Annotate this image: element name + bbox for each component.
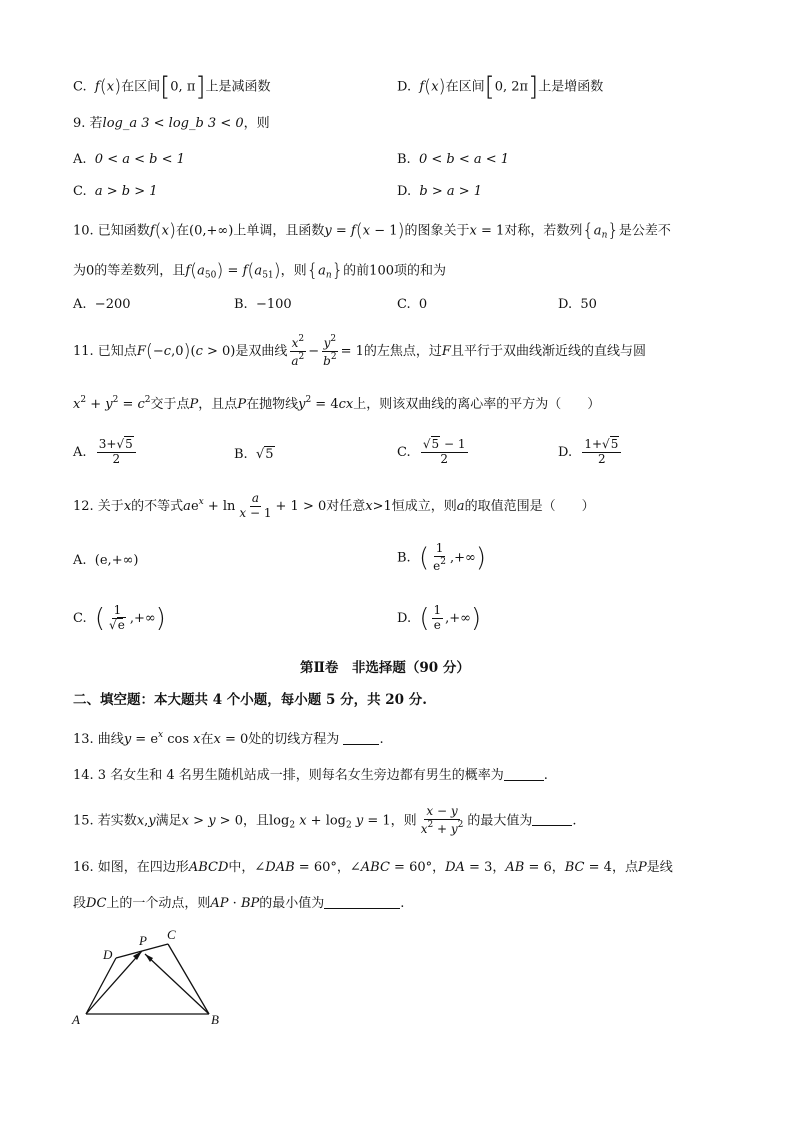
q14: 14. 3 名女生和 4 名男生随机站成一排，则每名女生旁边都有男生的概率为 . (73, 768, 548, 783)
q10-option-b: B. −100 (234, 297, 292, 312)
q8-option-d: D. f(x)在区间[0, 2π]上是增函数 (397, 72, 604, 102)
vertex-c-label: C (167, 927, 176, 942)
q10-option-c: C. 0 (397, 297, 428, 312)
q9-option-b: B. 0 < b < a < 1 (397, 152, 510, 167)
q12-option-b: B. ( $\frac{1}{e^2}$ ,+∞) (397, 541, 486, 573)
q9-option-d: D. b > a > 1 (397, 184, 483, 199)
q16-line1: 16. 如图，在四边形ABCD中，∠DAB = 60°，∠ABC = 60°，DA = 3，AB = 6，BC = 4，点P是线 (73, 860, 673, 875)
q12-option-c: C. ( $\frac{1}{√e}$ ,+∞) (73, 603, 166, 634)
vertex-b-label: B (211, 1012, 219, 1027)
q10-option-a: A. −200 (73, 297, 131, 312)
q9-stem: 9. 若log_a 3 < log_b 3 < 0，则 (73, 116, 270, 131)
q12-option-d: D. ( $\frac{1}{e}$ ,+∞) (397, 603, 482, 634)
q12-option-a: A. (e,+∞) (73, 553, 139, 568)
quadrilateral-figure (70, 925, 230, 1035)
q11-option-c: C. $\frac{√5 - 1}{2}$ (397, 437, 466, 466)
q8-option-c: C. f(x)在区间[0, π]上是减函数 (73, 72, 271, 102)
q10-line1: 10. 已知函数f(x)在(0,+∞)上单调，且函数y = f(x − 1)的图象关于x = 1对称，若数列$\{a_n\}$是公差不 (73, 220, 671, 241)
q9-option-c: C. a > b > 1 (73, 184, 158, 199)
q11-option-d: D. $\frac{1+√5}{2}$ (558, 438, 623, 467)
vertex-d-label: D (103, 947, 113, 962)
q12-stem: 12. 关于x的不等式$ae^x + \ln$ $\frac{a}{x - 1}$ + 1 > 0对任意x>1恒成立，则a的取值范围是（ ） (73, 491, 595, 520)
q11-option-b: B. √5 (234, 447, 274, 462)
q11-option-a: A. $\frac{3+√5}{2}$ (73, 438, 138, 467)
q15: 15. 若实数x,y满足x > y > 0，且$\log_2 x + \log_2 y = 1$，则 $\frac{x - y}{x^2 + y^2}$ 的最大值为 . (73, 804, 577, 836)
q9-option-a: A. 0 < a < b < 1 (73, 152, 185, 167)
q10-option-d: D. 50 (558, 297, 597, 312)
q16-line2: 段DC上的一个动点，则AP · BP的最小值为 . (73, 896, 405, 911)
q11-line2: $x^2 + y^2 = c^2$交于点P，且点P在抛物线$y^2 = 4cx$上，则该双曲线的离心率的平方为（ ） (73, 395, 601, 412)
point-p-label: P (139, 933, 147, 948)
part-two-heading: 二、填空题：本大题共 4 个小题，每小题 5 分，共 20 分. (73, 692, 427, 708)
q10-line2: 为0的等差数列，且$f(a_{50}) = f(a_{51})$，则$\{a_n\}$的前100项的和为 (73, 260, 447, 281)
section-title: 第Ⅱ卷 非选择题（90 分） (300, 660, 470, 676)
q11-line1: 11. 已知点F(−c,0)(c > 0)是双曲线 $\frac{x^2}{a^2}$ − $\frac{y^2}{b^2}$ = 1的左焦点，过F且平行于双曲线渐近线的直线与圆 (73, 334, 646, 368)
vertex-a-label: A (72, 1012, 80, 1027)
q13: 13. 曲线$y = e^x$ cos x在x = 0处的切线方程为 . (73, 730, 384, 747)
